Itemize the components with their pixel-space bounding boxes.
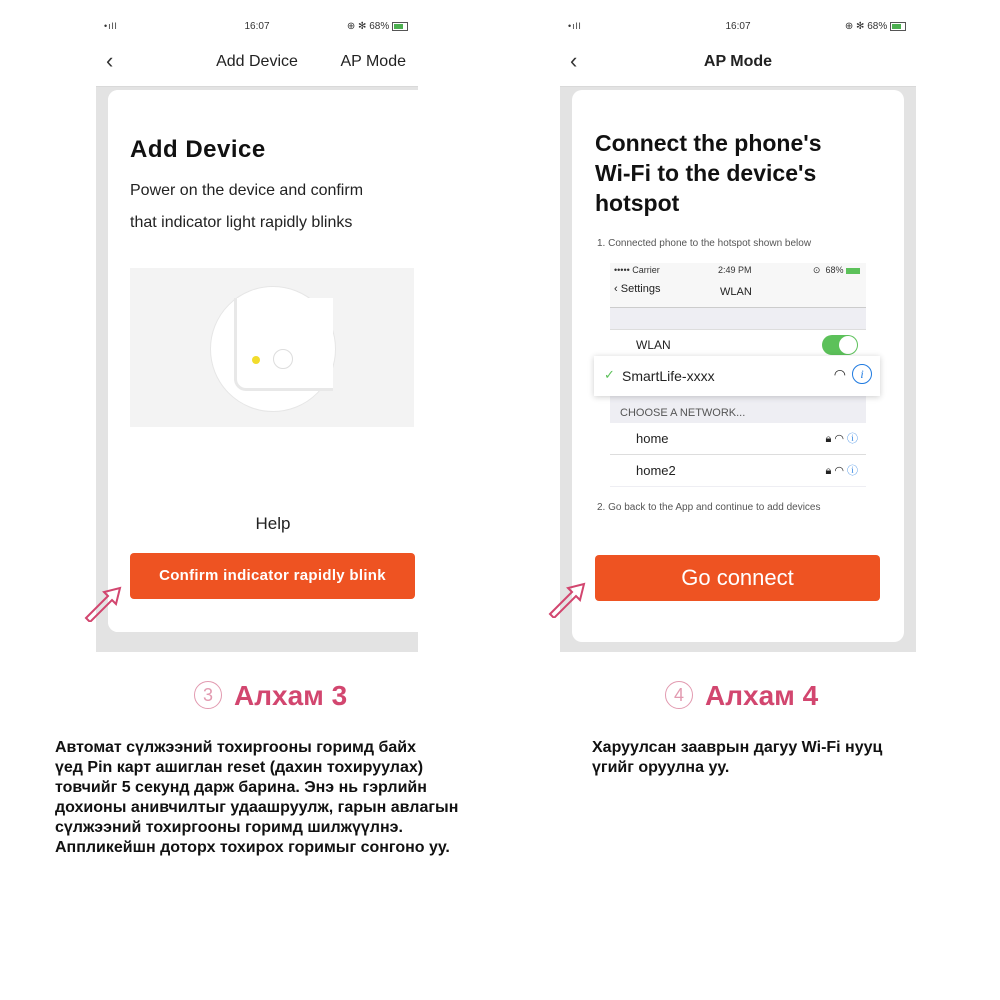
battery-status: ⊕ ✻ 68%	[845, 21, 906, 32]
back-icon[interactable]: ‹	[570, 48, 578, 73]
step3-description: Автомат сүлжээний тохиргооны горимд байх үед Pin карт ашиглан reset (дахин тохируулах) товчийг 5 секунд дарж барина. Энэ нь гэрлийн дохионы анивчилтыг удаашруулж, гарын авлагын сүлжээний тохиргооны горимд шилжүүлнэ. Аппликейшн доторх тохирох горимыг сонгоно уу.	[55, 739, 459, 856]
help-link[interactable]: Help	[255, 514, 291, 533]
status-bar	[96, 14, 418, 38]
battery-icon	[890, 22, 906, 31]
selected-network-row[interactable]: ✓ SmartLife-xxxx ◠ i	[594, 356, 880, 396]
pointer-arrow-icon	[546, 578, 592, 618]
ios-wifi-settings-image	[604, 263, 866, 487]
step4-title: 4 Алхам 4	[665, 680, 818, 712]
card-heading-line2: Wi-Fi to the device's	[595, 160, 817, 186]
power-button-icon	[273, 349, 293, 369]
step4-description: Харуулсан зааврын дагуу Wi-Fi нууц үгийг оруулна уу.	[592, 739, 883, 776]
nav-bar	[560, 38, 916, 87]
confirm-blink-button[interactable]: Confirm indicator rapidly blink	[130, 553, 415, 599]
ap-mode-button[interactable]: AP Mode	[340, 53, 406, 70]
card-text-line2: that indicator light rapidly blinks	[130, 214, 353, 231]
nav-title: Add Device	[216, 53, 298, 70]
ios-status-bar: ••••• Carrier 2:49 PM ⊙ 68%	[610, 263, 866, 277]
battery-icon	[392, 22, 408, 31]
nav-title: AP Mode	[703, 53, 773, 70]
check-icon: ✓	[604, 367, 615, 382]
wlan-row: WLAN	[610, 329, 866, 361]
ios-title: WLAN	[720, 286, 752, 298]
status-time: 16:07	[725, 21, 751, 32]
network-row-home[interactable]: home 🔒︎ ◠ ⓘ	[610, 423, 866, 455]
signal-indicator: •ıll	[568, 21, 582, 31]
nav-bar	[96, 38, 418, 87]
ios-nav	[610, 277, 866, 308]
instruction-1: 1. Connected phone to the hotspot shown below	[597, 238, 812, 249]
go-connect-button[interactable]: Go connect	[595, 555, 880, 601]
add-device-card-panel	[108, 90, 438, 632]
choose-network-label: CHOOSE A NETWORK...	[620, 407, 746, 419]
wlan-toggle[interactable]	[822, 335, 858, 355]
settings-back-link[interactable]: ‹ Settings	[614, 283, 661, 295]
ap-mode-card	[572, 90, 904, 642]
indicator-light-icon	[252, 356, 260, 364]
card-heading-line3: hotspot	[595, 190, 680, 216]
step3-number: 3	[194, 681, 222, 709]
network-row-home2[interactable]: home2 🔒︎ ◠ ⓘ	[610, 455, 866, 486]
wifi-icon: ◠	[833, 366, 846, 382]
step3-title: 3 Алхам 3	[194, 680, 347, 712]
pointer-arrow-icon	[82, 582, 128, 622]
step4-number: 4	[665, 681, 693, 709]
signal-indicator: •ıll	[104, 21, 118, 31]
device-illustration	[130, 268, 414, 427]
card-heading-line1: Connect the phone's	[595, 130, 822, 156]
card-heading: Add Device	[130, 136, 266, 163]
status-time: 16:07	[244, 21, 270, 32]
battery-status: ⊕ ✻ 68%	[347, 21, 408, 32]
info-icon: i	[852, 364, 872, 384]
status-bar	[560, 14, 916, 38]
lock-wifi-info-icon: 🔒︎ ◠ ⓘ	[825, 465, 858, 477]
back-icon[interactable]: ‹	[106, 48, 114, 73]
lock-wifi-info-icon: 🔒︎ ◠ ⓘ	[825, 433, 858, 445]
instruction-2: 2. Go back to the App and continue to add devices	[597, 502, 821, 513]
card-text-line1: Power on the device and confirm	[130, 182, 364, 199]
